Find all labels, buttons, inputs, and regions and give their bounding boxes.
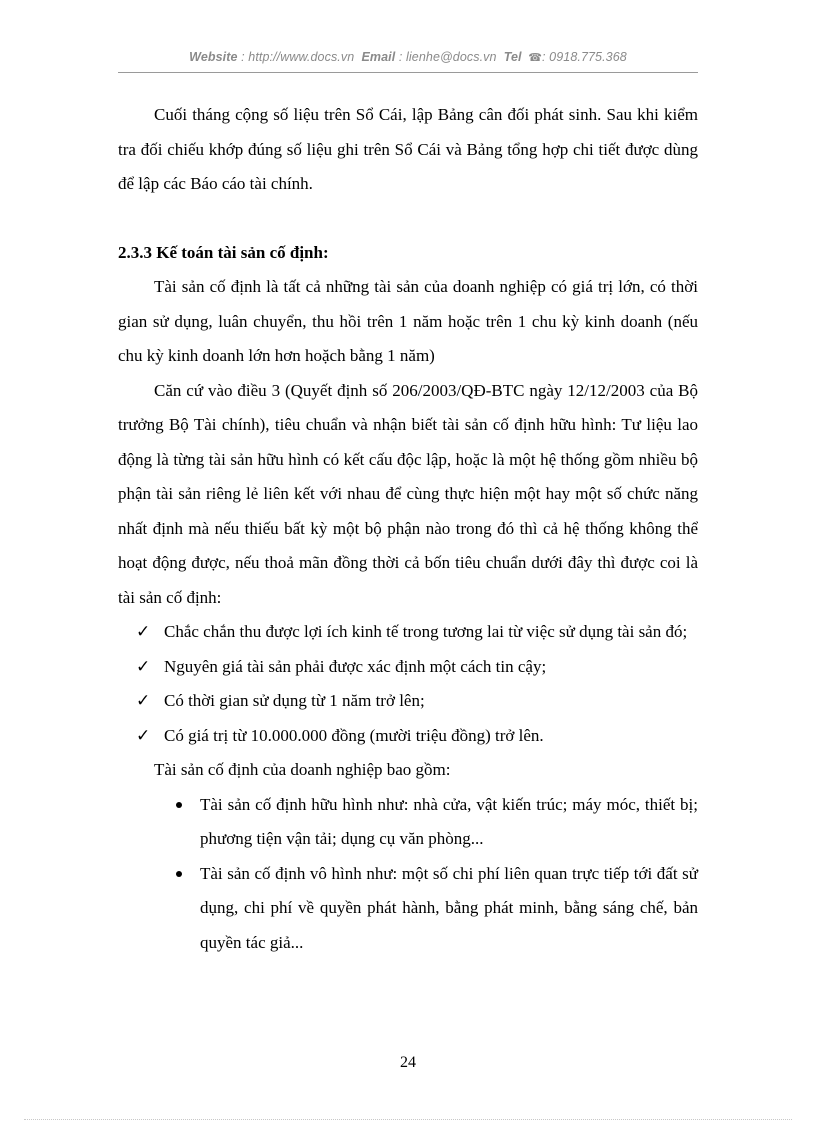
list-item: ✓ Chắc chắn thu được lợi ích kinh tế trong tương lai từ việc sử dụng tài sản đó; [118, 615, 698, 650]
footer-dotted-rule [24, 1119, 792, 1120]
checkmark-icon: ✓ [136, 725, 151, 745]
checkmark-icon: ✓ [136, 691, 151, 710]
page-number: 24 [400, 1054, 416, 1071]
website-label: Website [189, 50, 238, 64]
bullet-icon [176, 802, 182, 808]
asset-type-list [118, 788, 698, 961]
criteria-list [118, 615, 698, 753]
phone-icon: ☎ [528, 52, 543, 64]
bullet-icon [176, 871, 182, 877]
includes-lead: Tài sản cố định của doanh nghiệp bao gồm: [154, 760, 451, 779]
tel-value: : 0918.775.368 [542, 50, 627, 64]
paragraph-ledger: Cuối tháng cộng số liệu trên Sổ Cái, lập Bảng cân đối phát sinh. Sau khi kiểm tra đối chiếu khớp đúng số liệu ghi trên Sổ Cái và Bảng tổng hợp chi tiết được dùng để lập các Báo cáo tài chính. [118, 105, 698, 193]
list-item: Tài sản cố định hữu hình như: nhà cửa, vật kiến trúc; máy móc, thiết bị; phương tiện vận tải; dụng cụ văn phòng... [118, 788, 698, 857]
paragraph-definition: Tài sản cố định là tất cả những tài sản của doanh nghiệp có giá trị lớn, có thời gian sử dụng, luân chuyển, thu hồi trên 1 năm hoặc trên 1 chu kỳ kinh doanh (nếu chu kỳ kinh doanh lớn hơn hoặch bằng 1 năm) [118, 277, 698, 365]
list-item: ✓ Có giá trị từ 10.000.000 đồng (mười triệu đồng) trở lên. [118, 719, 698, 754]
website-value: : http://www.docs.vn [241, 50, 355, 64]
list-item: ✓ Có thời gian sử dụng từ 1 năm trở lên; [118, 684, 698, 719]
list-item: Tài sản cố định vô hình như: một số chi phí liên quan trực tiếp tới đất sử dụng, chi phí về quyền phát hành, bằng phát minh, bằng sáng chế, bản quyền tác giả... [118, 857, 698, 961]
paragraph-criteria-intro: Căn cứ vào điều 3 (Quyết định số 206/2003/QĐ-BTC ngày 12/12/2003 của Bộ trưởng Bộ Tài chính), tiêu chuẩn và nhận biết tài sản cố định hữu hình: Tư liệu lao động là từng tài sản hữu hình có kết cấu độc lập, hoặc là một hệ thống gồm nhiều bộ phận tài sản riêng lẻ liên kết với nhau để cùng thực hiện một hay một số chức năng nhất định mà nếu thiếu bất kỳ một bộ phận nào trong đó thì cả hệ thống không thể hoạt động được, nếu thoả mãn đồng thời cả bốn tiêu chuẩn dưới đây thì được coi là tài sản cố định: [118, 380, 698, 607]
email-value: : lienhe@docs.vn [398, 50, 497, 64]
page-header [118, 50, 698, 64]
checkmark-icon: ✓ [136, 622, 151, 641]
list-item: ✓ Nguyên giá tài sản phải được xác định một cách tin cậy; [118, 650, 698, 685]
email-label: Email [361, 50, 396, 64]
checkmark-icon: ✓ [136, 656, 151, 676]
tel-label: Tel [503, 50, 522, 64]
document-body [118, 98, 698, 960]
section-heading: 2.3.3 Kế toán tài sản cố định: [118, 242, 329, 262]
header-rule [118, 72, 698, 73]
